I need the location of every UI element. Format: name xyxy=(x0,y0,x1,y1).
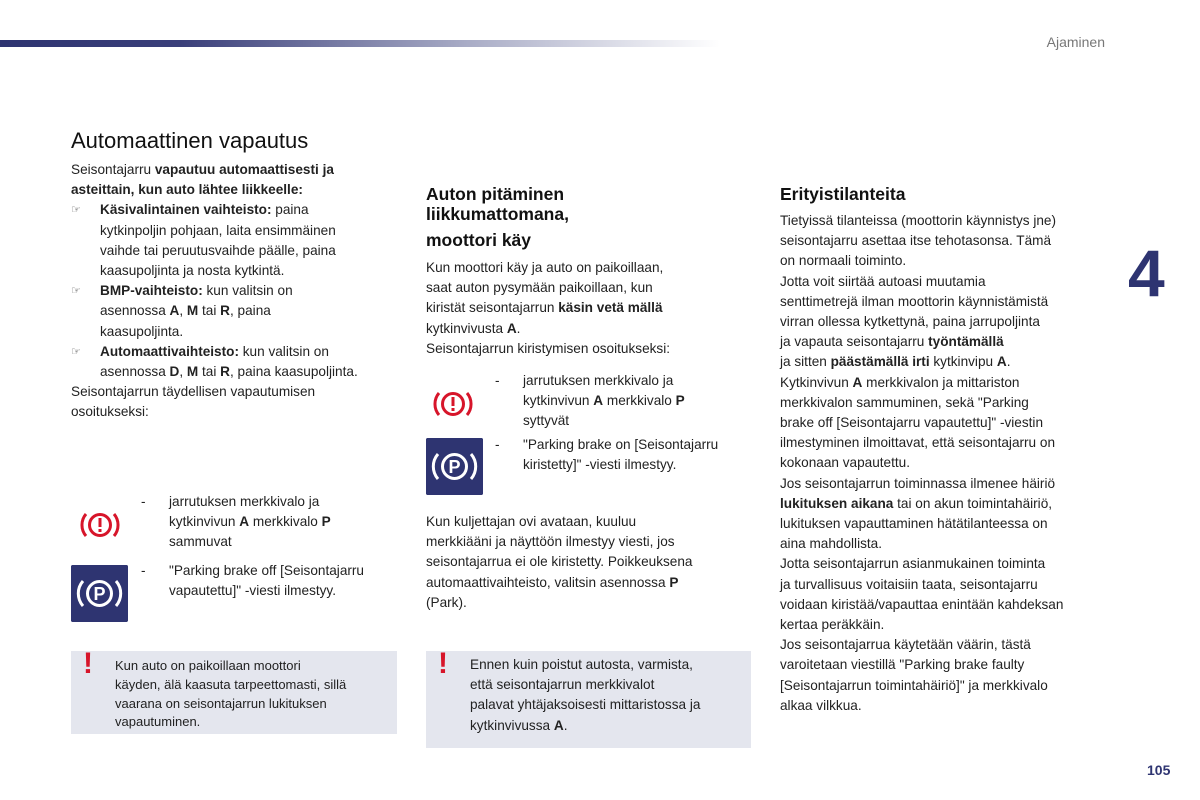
bullet-text: asennossa xyxy=(100,303,170,319)
item-text: kytkinvivun xyxy=(169,514,240,530)
bullet-text: kun valitsin on xyxy=(202,283,293,299)
bullet-text: kytkinpoljin pohjaan, laita ensimmäinen xyxy=(100,222,336,238)
body-text: ja vapauta seisontajarru xyxy=(780,334,929,350)
intro-bold-2: asteittain, kun auto lähtee liikkeelle: xyxy=(71,182,303,198)
body-text: lukituksen vapauttaminen hätätilanteessa on xyxy=(780,516,1048,532)
right-body xyxy=(780,211,1125,716)
gear-letter: M xyxy=(186,364,199,380)
note-text: Ennen kuin poistut autosta, varmista, xyxy=(470,657,693,672)
body-text: aina mahdollista. xyxy=(780,536,883,552)
bullet-text: , paina kaasupoljinta. xyxy=(230,364,358,380)
body-text: seisontajarru asettaa itse tehotasonsa. Tämä xyxy=(780,233,1052,249)
parking-brake-icon xyxy=(426,438,483,495)
body-bold: lukituksen aikana xyxy=(780,495,894,511)
body-text: alkaa vilkkua. xyxy=(780,697,862,713)
lever-letter: A xyxy=(852,374,863,390)
left-body xyxy=(71,160,401,423)
hand-pointer-icon: ☞ xyxy=(71,285,81,298)
item-text: jarrutuksen merkkivalo ja xyxy=(169,494,320,509)
body-text: Kun kuljettajan ovi avataan, kuuluu xyxy=(426,514,637,529)
dash-marker: - xyxy=(141,563,146,578)
bullet-text: , xyxy=(179,364,187,380)
right-heading: Erityistilanteita xyxy=(780,184,906,204)
dash-marker: - xyxy=(495,437,500,452)
body-text: kokonaan vapautettu. xyxy=(780,455,910,471)
body-text: Jotta voit siirtää autoasi muutamia xyxy=(780,273,986,289)
body-text: kytkinvivusta xyxy=(426,320,507,336)
item-text: "Parking brake off [Seisontajarru xyxy=(169,563,364,578)
bullet-text: asennossa xyxy=(100,364,170,380)
body-text: . xyxy=(1006,354,1011,370)
dash-marker: - xyxy=(141,494,146,509)
lever-letter: P xyxy=(675,393,685,409)
gear-letter: M xyxy=(186,303,199,319)
svg-text:P: P xyxy=(93,584,106,604)
lever-letter: A xyxy=(553,717,564,733)
middle-item-warning-on xyxy=(495,371,755,433)
lever-letter: A xyxy=(593,393,604,409)
body-text: merkkivalon ja mittariston xyxy=(862,374,1020,390)
item-text: vapautettu]" -viesti ilmestyy. xyxy=(169,583,337,599)
middle-heading xyxy=(426,184,746,250)
header-decorative-bar xyxy=(0,40,720,47)
body-text: merkkivalon sammuminen, sekä "Parking xyxy=(780,394,1029,410)
heading-line: moottori käy xyxy=(426,230,532,250)
body-text: (Park). xyxy=(426,594,467,610)
body-bold: päästämällä irti xyxy=(830,354,930,370)
gear-letter: R xyxy=(220,303,230,319)
bullet-text: tai xyxy=(198,303,221,319)
body-text: virran ollessa kytkettynä, paina jarrupoljinta xyxy=(780,314,1040,330)
item-text: merkkivalo xyxy=(249,514,322,530)
middle-body xyxy=(426,258,746,359)
bullet-manual xyxy=(71,200,401,281)
dash-marker: - xyxy=(495,373,500,388)
hand-pointer-icon: ☞ xyxy=(71,204,81,217)
body-text: Jos seisontajarrua käytetään väärin, tästä xyxy=(780,637,1031,653)
body-text: Jotta seisontajarrun asianmukainen toiminta xyxy=(780,556,1046,572)
gear-letter: A xyxy=(169,303,180,319)
body-text: senttimetrejä ilman moottorin käynnistämistä xyxy=(780,293,1049,309)
note-text: . xyxy=(563,717,568,733)
bullet-text: vaihde tai peruutusvaihde päälle, paina xyxy=(100,242,336,258)
body-text: Kytkinvivun xyxy=(780,374,853,390)
note-text: vapautuminen. xyxy=(115,714,201,730)
body-text: ja sitten xyxy=(780,354,831,370)
gear-letter: P xyxy=(669,574,679,590)
gear-letter: R xyxy=(220,364,230,380)
heading-line: Auton pitäminen xyxy=(426,184,565,204)
item-text: "Parking brake on [Seisontajarru xyxy=(523,437,719,452)
bullet-text: kun valitsin on xyxy=(238,343,329,359)
body-text: Seisontajarrun kiristymisen osoitukseksi: xyxy=(426,340,671,356)
note-text: palavat yhtäjaksoisesti mittaristossa ja xyxy=(470,697,701,713)
body-text: brake off [Seisontajarru vapautettu]" -viestin xyxy=(780,415,1044,431)
left-intro xyxy=(71,160,401,180)
body-text: saat auton pysymään paikoillaan, kun xyxy=(426,280,653,296)
body-text: automaattivaihteisto, valitsin asennossa xyxy=(426,574,670,590)
note-text: vaarana on seisontajarrun lukituksen xyxy=(115,695,327,711)
intro-text: Seisontajarru xyxy=(71,162,155,177)
bullet-text: kaasupoljinta ja nosta kytkintä. xyxy=(100,263,285,279)
left-item-warning-off xyxy=(141,492,401,554)
body-text: varoitetaan viestillä "Parking brake faulty xyxy=(780,657,1025,673)
section-title: Ajaminen xyxy=(1046,34,1105,50)
body-text: seisontajarrua ei ole kiristetty. Poikkeuksena xyxy=(426,554,693,570)
item-text: merkkivalo xyxy=(603,393,676,409)
item-text: jarrutuksen merkkivalo ja xyxy=(523,373,674,388)
right-heading-wrap xyxy=(780,184,1120,204)
bullet-label: Automaattivaihteisto: xyxy=(100,343,239,359)
bullet-label: Käsivalintainen vaihteisto: xyxy=(100,202,272,218)
hand-pointer-icon: ☞ xyxy=(71,345,81,358)
body-text: ilmestyminen ilmoittavat, että seisontajarru on xyxy=(780,435,1056,451)
lever-letter: A xyxy=(506,320,517,336)
bullet-automatic xyxy=(71,342,401,382)
item-text: sammuvat xyxy=(169,534,232,550)
left-heading: Automaattinen vapautus xyxy=(71,128,309,153)
release-indication-text: osoitukseksi: xyxy=(71,404,149,420)
bullet-label: BMP-vaihteisto: xyxy=(100,283,203,299)
page-number: 105 xyxy=(1147,762,1171,778)
release-indication-text: Seisontajarrun täydellisen vapautumisen xyxy=(71,384,316,400)
body-text: ja turvallisuus voitaisiin taata, seisontajarru xyxy=(780,576,1038,592)
bullet-text: paina xyxy=(271,202,309,218)
body-text: Jos seisontajarrun toiminnassa ilmenee häiriö xyxy=(780,475,1056,491)
gear-letter: D xyxy=(169,364,180,380)
item-text: kiristetty]" -viesti ilmestyy. xyxy=(523,457,677,473)
chapter-number: 4 xyxy=(1128,236,1165,310)
item-text: syttyvät xyxy=(523,413,570,429)
bullet-text: , xyxy=(179,303,187,319)
item-text: kytkinvivun xyxy=(523,393,594,409)
body-text: Tietyissä tilanteissa (moottorin käynnistys jne) xyxy=(780,213,1057,228)
parking-brake-icon xyxy=(71,565,128,622)
left-warning-note xyxy=(71,647,397,734)
note-text: kytkinvivussa xyxy=(470,717,554,733)
body-text: voidaan kiristää/vapauttaa enintään kahdeksan xyxy=(780,596,1064,612)
lever-letter: A xyxy=(239,514,250,530)
body-text: [Seisontajarrun toimintahäiriö]" ja merkkivalo xyxy=(780,677,1048,693)
note-text: että seisontajarrun merkkivalot xyxy=(470,677,655,693)
body-text: kiristät seisontajarrun xyxy=(426,300,559,316)
body-text: . xyxy=(516,320,521,336)
body-text: tai on akun toimintahäiriö, xyxy=(893,495,1053,511)
svg-text:P: P xyxy=(448,457,461,477)
lever-letter: A xyxy=(996,354,1007,370)
middle-door-text xyxy=(426,512,746,613)
exclamation-icon: ! xyxy=(438,647,448,680)
body-bold: käsin vetä mällä xyxy=(558,300,663,316)
heading-line: liikkumattomana, xyxy=(426,204,569,224)
body-text: kytkinvipu xyxy=(929,354,997,370)
body-text: on normaali toiminto. xyxy=(780,253,907,269)
middle-item-message xyxy=(495,435,755,477)
body-text: Kun moottori käy ja auto on paikoillaan, xyxy=(426,260,664,275)
middle-warning-note xyxy=(426,647,751,748)
intro-bold: vapautuu automaattisesti ja xyxy=(154,162,334,177)
bullet-bmp xyxy=(71,281,401,342)
body-bold: työntämällä xyxy=(928,334,1004,350)
left-item-message xyxy=(141,561,401,603)
exclamation-icon: ! xyxy=(83,647,93,680)
bullet-text: tai xyxy=(198,364,221,380)
body-text: kertaa peräkkäin. xyxy=(780,617,885,633)
bullet-text: kaasupoljinta. xyxy=(100,323,184,339)
note-text: käyden, älä kaasuta tarpeettomasti, sillä xyxy=(115,676,347,692)
note-text: Kun auto on paikoillaan moottori xyxy=(115,658,301,673)
body-text: merkkiääni ja näyttöön ilmestyy viesti, jos xyxy=(426,534,675,550)
bullet-text: , paina xyxy=(230,303,271,319)
brake-warning-icon xyxy=(78,506,122,544)
brake-warning-icon xyxy=(431,385,475,423)
lever-letter: P xyxy=(321,514,331,530)
